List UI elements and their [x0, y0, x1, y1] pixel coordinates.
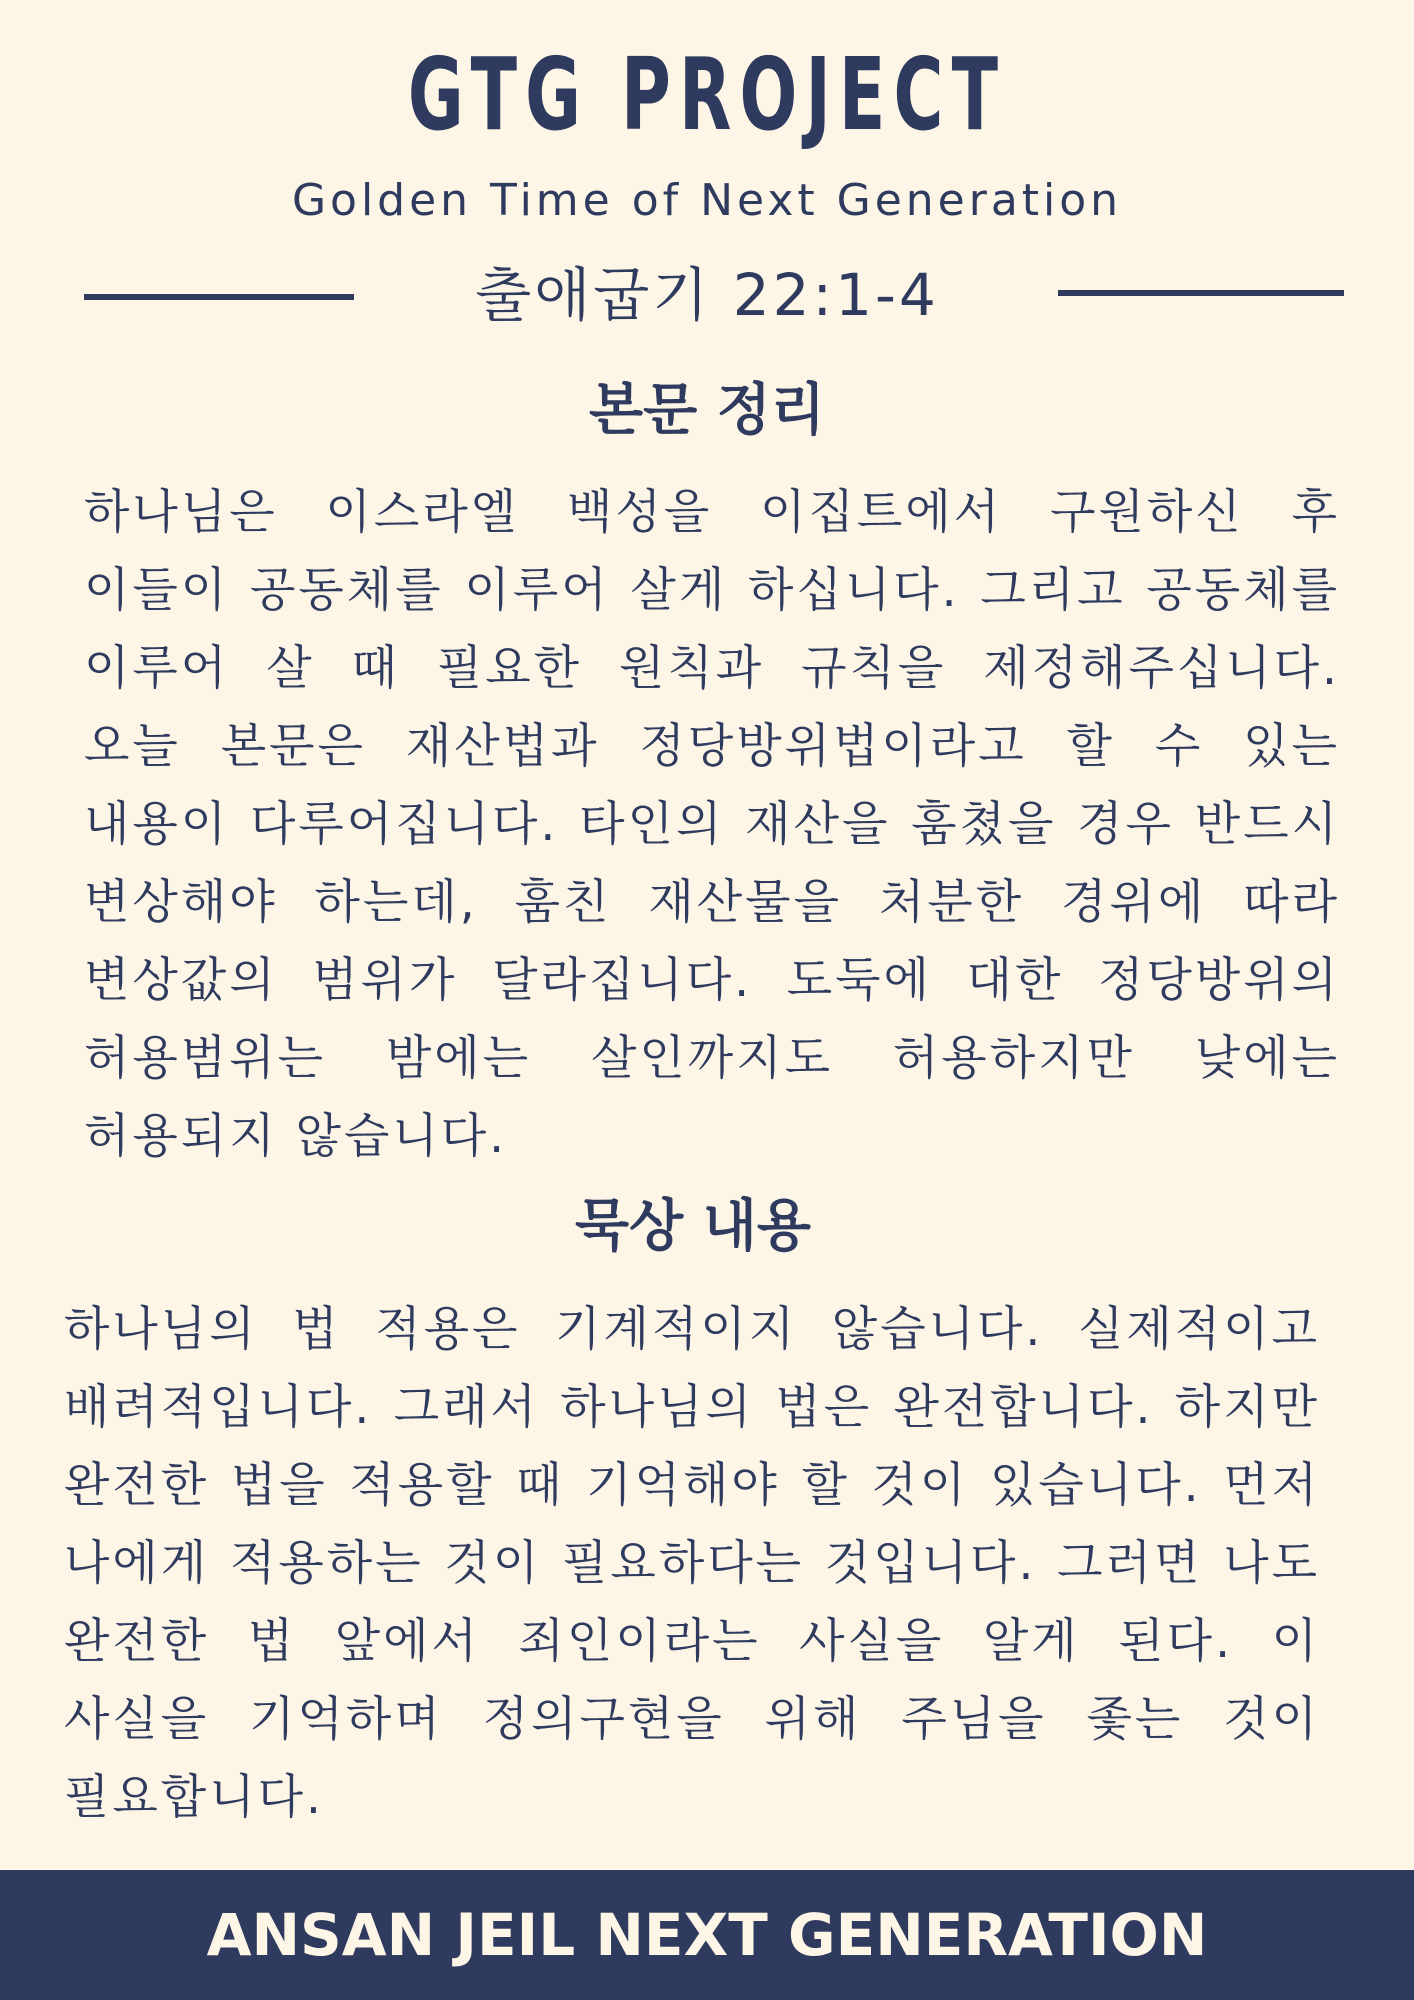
summary-heading: 본문 정리 — [589, 378, 825, 443]
summary-paragraph: 하나님은 이스라엘 백성을 이집트에서 구원하신 후 이들이 공동체를 이루어 살게 하십니다. 그리고 공동체를 이루어 살 때 필요한 원칙과 규칙을 제정해주십니다. 오늘 본문은 재산법과 정당방위법이라고 할 수 있는 내용이 다루어집니다. 타인의 재산을 훔쳤을 경우 반드시 변상해야 하는데, 훔친 재산물을 처분한 경위에 따라 변상값의 범위가 달라집니다. 도둑에 대한 정당방위의 허용범위는 밤에는 살인까지도 허용하지만 낮에는 허용되지 않습니다. — [84, 485, 1340, 1164]
page-title: GTG PROJECT — [407, 36, 1007, 153]
footer-label: ANSAN JEIL NEXT GENERATION — [206, 1901, 1208, 1969]
meditation-paragraph: 하나님의 법 적용은 기계적이지 않습니다. 실제적이고 배려적입니다. 그래서 하나님의 법은 완전합니다. 하지만 완전한 법을 적용할 때 기억해야 할 것이 있습니다. 먼저 나에게 적용하는 것이 필요하다는 것입니다. 그러면 나도 완전한 법 앞에서 죄인이라는 사실을 알게 된다. 이 사실을 기억하며 정의구현을 위해 주님을 좇는 것이 필요합니다. — [64, 1302, 1320, 1825]
divider-right — [1058, 290, 1344, 296]
footer-banner — [0, 1870, 1414, 2000]
page-subtitle: Golden Time of Next Generation — [291, 175, 1123, 226]
meditation-heading: 묵상 내용 — [575, 1194, 811, 1259]
scripture-reference: 출애굽기 22:1-4 — [475, 261, 939, 329]
